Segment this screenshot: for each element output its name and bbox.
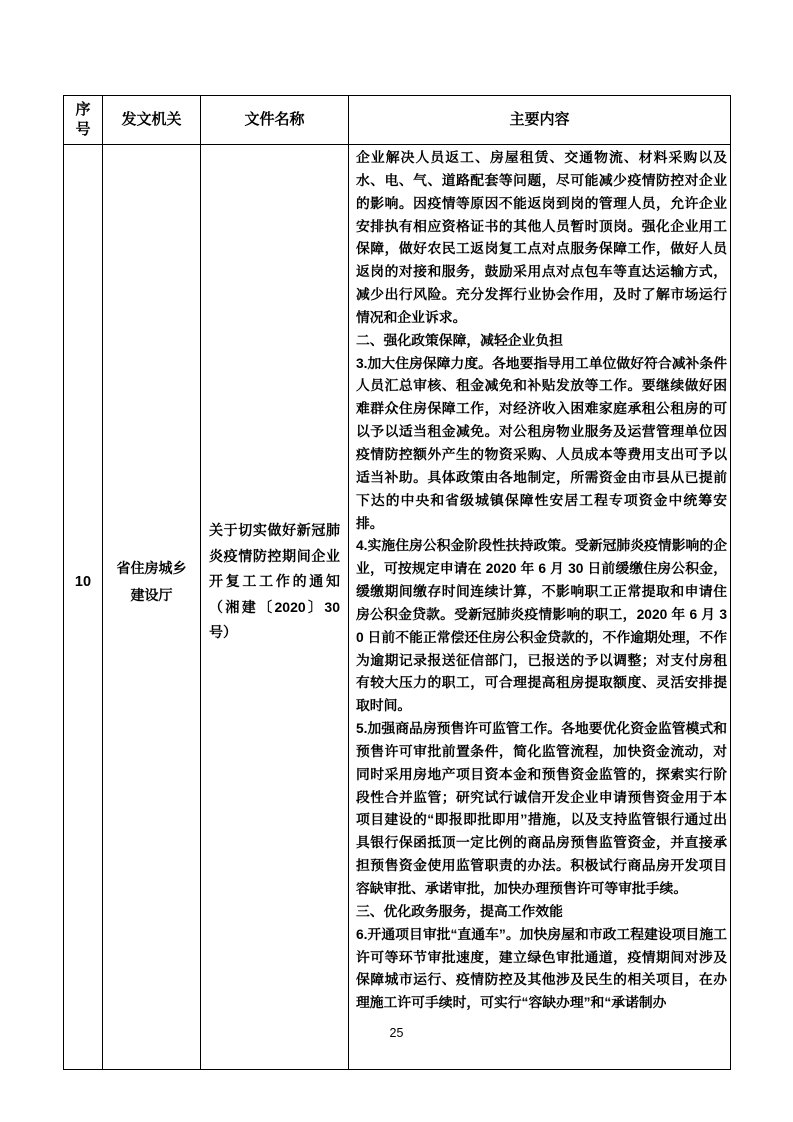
content-paragraph: 3.加大住房保障力度。各地要指导用工单位做好符合减补条件人员汇总审核、租金减免和补贴发放等工作。要继续做好困难群众住房保障工作，对经济收入困难家庭承租公租房的可以予以适当租金减免。对公租房物业服务及运营管理单位因疫情防控额外产生的物资采购、人员成本等费用支出可予以适当补助。具体政策由各地制定，所需资金由市县从已提前下达的中央和省级城镇保障性安居工程专项资金中统筹安排。 [356,355,727,531]
column-header-seq: 序号 [64,96,103,145]
column-header-agency: 发文机关 [103,96,201,145]
content-paragraph: 二、强化政策保障，减轻企业负担 [356,332,563,348]
cell-issuing-agency: 省住房城乡建设厅 [103,145,201,1070]
regulations-table [63,95,731,1070]
table-header-row [64,96,731,145]
content-paragraph: 6.开通项目审批“直通车”。加快房屋和市政工程建设项目施工许可等环节审批速度，建立绿色审批通道，疫情期间对涉及保障城市运行、疫情防控及其他涉及民生的相关项目，在办理施工许可手续时，可实行“容缺办理”和“承诺制办 [356,926,727,1011]
page-number: 25 [389,1026,404,1040]
cell-seq-number: 10 [64,145,103,1070]
content-paragraph: 企业解决人员返工、房屋租赁、交通物流、材料采购以及水、电、气、道路配套等问题，尽可能减少疫情防控对企业的影响。因疫情等原因不能返岗到岗的管理人员，允许企业安排执有相应资格证书的其他人员暂时顶岗。强化企业用工保障，做好农民工返岗复工点对点服务保障工作，做好人员返岗的对接和服务，鼓励采用点对点包车等直达运输方式，减少出行风险。充分发挥行业协会作用，及时了解市场运行情况和企业诉求。 [356,150,727,325]
cell-document-name: 关于切实做好新冠肺炎疫情防控期间企业开复工工作的通知（湘建〔2020〕30号） [201,145,349,1070]
content-paragraph: 三、优化政务服务，提高工作效能 [356,903,563,919]
content-paragraph: 4.实施住房公积金阶段性扶持政策。受新冠肺炎疫情影响的企业，可按规定申请在 2020 年 6 月 30 日前缓缴住房公积金，缓缴期间缴存时间连续计算，不影响职工正常提取和申请住房公积金贷款。受新冠肺炎疫情影响的职工，2020 年 6 月 30 日前不能正常偿还住房公积金贷款的，不作逾期处理，不作为逾期记录报送征信部门，已报送的予以调整；对支付房租有较大压力的职工，可合理提高租房提取额度、灵活安排提取时间。 [356,538,727,714]
column-header-doc-name: 文件名称 [201,96,349,145]
table-row [64,145,731,1070]
content-paragraph: 5.加强商品房预售许可监管工作。各地要优化资金监管模式和预售许可审批前置条件，简化监管流程，加快资金流动，对同时采用房地产项目资本金和预售资金监管的，探索实行阶段性合并监管；研究试行诚信开发企业申请预售资金用于本项目建设的“即报即批即用’’措施，以及支持监管银行通过出具银行保函抵顶一定比例的商品房预售监管资金，并直接承担预售资金使用监管职责的办法。积极试行商品房开发项目容缺审批、承诺审批，加快办理预售许可等审批手续。 [356,721,727,896]
column-header-main-content: 主要内容 [349,96,731,145]
cell-main-content [349,145,731,1070]
